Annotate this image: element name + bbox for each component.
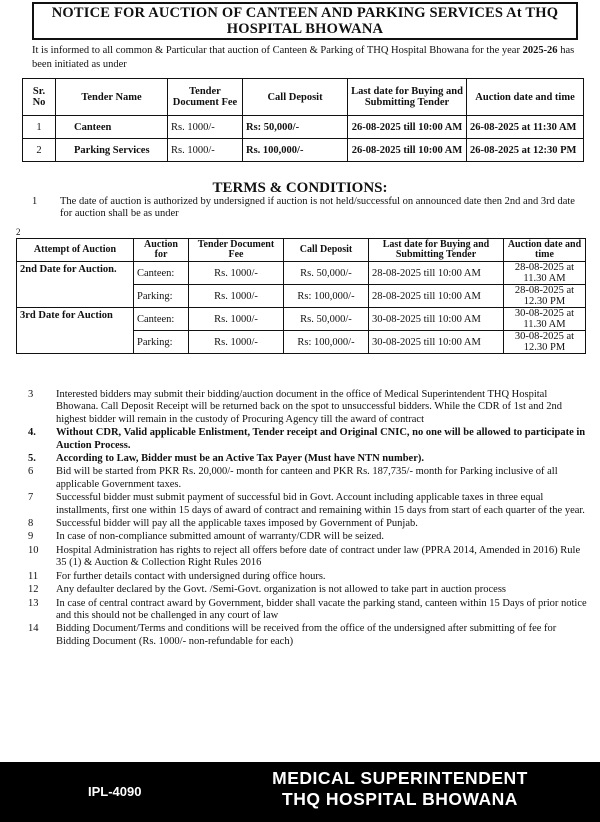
list-item [28, 623, 588, 648]
cell-fee: Rs. 1000/- [168, 116, 243, 139]
condition-number: 10 [28, 544, 39, 556]
condition-number: 12 [28, 584, 39, 596]
condition-number: 13 [28, 597, 39, 609]
cell-deposit: Rs: 50,000/- [243, 116, 348, 139]
table-row [23, 116, 584, 139]
cell-fee: Rs. 1000/- [189, 331, 284, 354]
condition-2-number: 2 [16, 227, 21, 237]
list-item [28, 389, 588, 426]
cell-auction-date: 30-08-2025 at 11.30 AM [504, 308, 586, 331]
ipl-code: IPL-4090 [88, 784, 142, 799]
condition-text: In case of non-compliance submitted amount of warranty/CDR will be seized. [56, 531, 385, 543]
list-item [28, 571, 588, 583]
condition-number: 9 [28, 531, 34, 543]
header-tender-name: Tender Name [56, 79, 168, 116]
cell-last-date: 26-08-2025 till 10:00 AM [348, 116, 467, 139]
cell-sr: 2 [23, 139, 56, 162]
cell-fee: Rs. 1000/- [168, 139, 243, 162]
cell-name: Parking Services [56, 139, 168, 162]
condition-number: 1 [32, 196, 38, 207]
table-header-row [23, 79, 584, 116]
list-item [28, 584, 588, 596]
table-header-row [17, 239, 586, 262]
condition-number: 4. [28, 427, 36, 439]
notice-title: NOTICE FOR AUCTION OF CANTEEN AND PARKING SERVICES At THQ HOSPITAL BHOWANA [32, 2, 578, 40]
cell-last-date: 30-08-2025 till 10:00 AM [369, 308, 504, 331]
header-last-date: Last date for Buying and Submitting Tender [348, 79, 467, 116]
cell-last-date: 30-08-2025 till 10:00 AM [369, 331, 504, 354]
conditions-list [28, 389, 588, 649]
condition-1 [32, 196, 584, 220]
cell-last-date: 26-08-2025 till 10:00 AM [348, 139, 467, 162]
cell-auction-date: 26-08-2025 at 11:30 AM [467, 116, 584, 139]
cell-attempt: 2nd Date for Auction. [17, 262, 134, 308]
footer-bar [0, 762, 600, 822]
signatory-office: THQ HOSPITAL BHOWANA [282, 789, 518, 809]
cell-deposit: Rs. 100,000/- [243, 139, 348, 162]
condition-text: Bidding Document/Terms and conditions will be received from the office of the undersigned after submitting of fee for Bidding Document (Rs. 1000/- non-refundable for each) [56, 623, 557, 647]
list-item [28, 492, 588, 517]
intro-text-post: has been initiated as under [32, 45, 575, 70]
cell-last-date: 28-08-2025 till 10:00 AM [369, 262, 504, 285]
condition-text: Without CDR, Valid applicable Enlistment, Tender receipt and Original CNIC, no one will be allowed to participate in Auction Process. [56, 427, 586, 451]
header-last-date: Last date for Buying and Submitting Tender [369, 239, 504, 262]
intro-text-pre: It is informed to all common & Particular that auction of Canteen & Parking of THQ Hospital Bhowana for the year [32, 45, 523, 56]
list-item [28, 466, 588, 491]
condition-number: 7 [28, 492, 34, 504]
condition-text: Hospital Administration has rights to reject all offers before date of contract under law (PPRA 2014, Amended in 2016) Rule 35 (1) & Auction & Collection Right Rules 2016 [56, 544, 581, 569]
cell-fee: Rs. 1000/- [189, 262, 284, 285]
cell-deposit: Rs. 50,000/- [284, 262, 369, 285]
cell-deposit: Rs: 100,000/- [284, 285, 369, 308]
alternate-dates-table [16, 238, 586, 354]
header-sr: Sr. No [23, 79, 56, 116]
header-deposit: Call Deposit [284, 239, 369, 262]
auction-schedule-table [22, 78, 584, 162]
list-item [28, 598, 588, 623]
cell-sr: 1 [23, 116, 56, 139]
cell-name: Canteen [56, 116, 168, 139]
condition-text: The date of auction is authorized by undersigned if auction is not held/successful on announced date then 2nd and 3rd date for auction shall be as under [60, 196, 575, 219]
condition-number: 11 [28, 570, 39, 582]
header-fee: Tender Document Fee [189, 239, 284, 262]
header-deposit: Call Deposit [243, 79, 348, 116]
condition-text: For further details contact with undersigned during office hours. [56, 570, 326, 582]
cell-fee: Rs. 1000/- [189, 285, 284, 308]
condition-text: Successful bidder will pay all the applicable taxes imposed by Government of Punjab. [56, 518, 418, 530]
condition-number: 8 [28, 518, 34, 530]
terms-heading: TERMS & CONDITIONS: [212, 180, 388, 196]
intro-year: 2025-26 [522, 45, 558, 56]
list-item [28, 531, 588, 543]
cell-auction-for: Canteen: [134, 262, 189, 285]
cell-last-date: 28-08-2025 till 10:00 AM [369, 285, 504, 308]
intro-paragraph [32, 44, 580, 72]
cell-fee: Rs. 1000/- [189, 308, 284, 331]
cell-deposit: Rs. 50,000/- [284, 308, 369, 331]
list-item [28, 518, 588, 530]
header-attempt: Attempt of Auction [17, 239, 134, 262]
cell-attempt: 3rd Date for Auction [17, 308, 134, 354]
cell-auction-for: Parking: [134, 331, 189, 354]
header-fee: Tender Document Fee [168, 79, 243, 116]
condition-text: Interested bidders may submit their bidding/auction document in the office of Medical Superintendent THQ Hospital Bhowana. Call Deposit Receipt will be returned back on the spot to unsuccessful bidders. While the CDR of 1st and 2nd highest bidder will remain in the custody of Procuring Agency till the award of contract [56, 389, 563, 425]
condition-number: 6 [28, 466, 34, 478]
list-item [28, 453, 588, 465]
cell-deposit: Rs: 100,000/- [284, 331, 369, 354]
header-auction-for: Auction for [134, 239, 189, 262]
condition-number: 5. [28, 453, 36, 465]
condition-number: 14 [28, 623, 39, 635]
condition-text: Bid will be started from PKR Rs. 20,000/- month for canteen and PKR Rs. 187,735/- month for Parking inclusive of all applicable Government taxes. [56, 466, 558, 490]
cell-auction-date: 28-08-2025 at 12.30 PM [504, 285, 586, 308]
cell-auction-for: Canteen: [134, 308, 189, 331]
signatory-title: MEDICAL SUPERINTENDENT [272, 768, 528, 788]
condition-text: In case of central contract award by Government, bidder shall vacate the parking stand, canteen within 15 Days of prior notice and this should not be challenged in any court of law [56, 597, 587, 621]
condition-number: 3 [28, 389, 34, 400]
condition-text: According to Law, Bidder must be an Active Tax Payer (Must have NTN number). [56, 453, 424, 465]
cell-auction-for: Parking: [134, 285, 189, 308]
cell-auction-date: 26-08-2025 at 12:30 PM [467, 139, 584, 162]
signatory-block [220, 768, 580, 810]
condition-text: Successful bidder must submit payment of successful bid in Govt. Account including applicable taxes in three equal installments, first one within 15 days of award of contract and remaining within 15 days from start of each quarter of the year. [56, 492, 585, 516]
condition-text: Any defaulter declared by the Govt. /Semi-Govt. organization is not allowed to take part in auction process [56, 584, 507, 596]
table-row [17, 308, 586, 331]
cell-auction-date: 28-08-2025 at 11.30 AM [504, 262, 586, 285]
header-auction-date: Auction date and time [504, 239, 586, 262]
list-item [28, 545, 588, 570]
list-item [28, 427, 588, 452]
header-auction-date: Auction date and time [467, 79, 584, 116]
table-row [17, 262, 586, 285]
table-row [23, 139, 584, 162]
cell-auction-date: 30-08-2025 at 12.30 PM [504, 331, 586, 354]
